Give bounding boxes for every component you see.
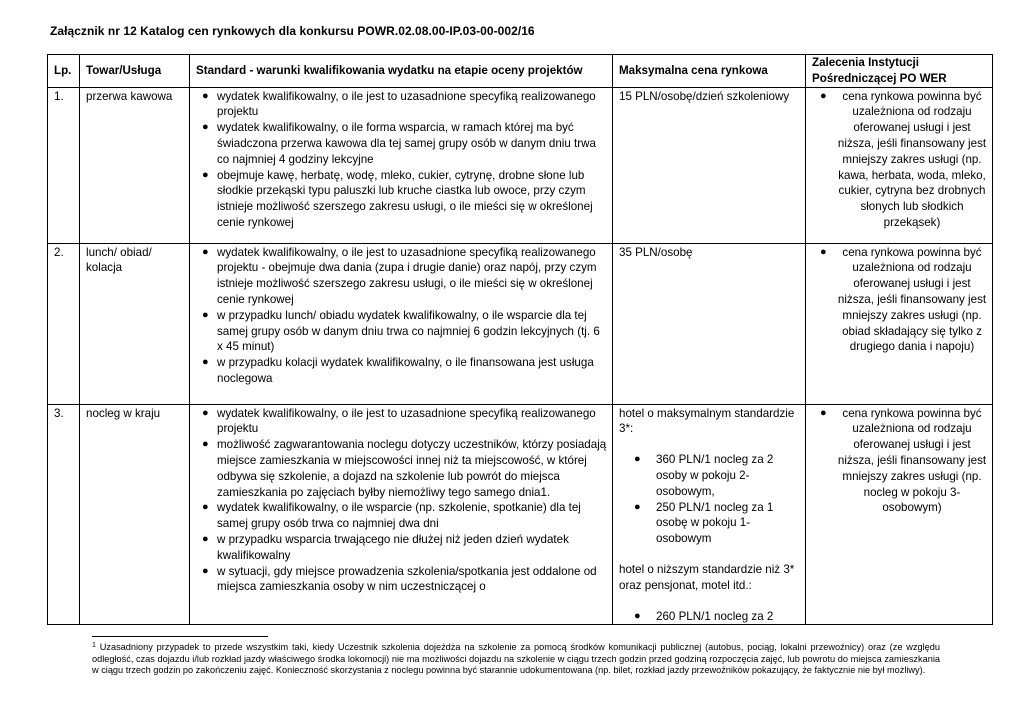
table-row	[48, 243, 993, 404]
list-item: ● w przypadku lunch/ obiadu wydatek kwalifikowalny, o ile wsparcie dla tej samej grupy osób w danym dniu trwa co najmniej 6 godzin lekcyjnych (tj. 6 x 45 minut)	[202, 308, 600, 354]
bullet-icon: ●	[202, 308, 209, 321]
cell-max-cena: 15 PLN/osobę/dzień szkoleniowy	[613, 87, 806, 243]
cell-lp: 1.	[48, 87, 80, 243]
footnote-separator	[92, 636, 268, 637]
cell-towar: przerwa kawowa	[80, 87, 190, 243]
bullet-icon: ●	[202, 168, 209, 181]
document-title: Załącznik nr 12 Katalog cen rynkowych dla konkursu POWR.02.08.00-IP.03-00-002/16	[50, 24, 535, 38]
bullet-icon: ●	[634, 453, 641, 466]
header-standard: Standard - warunki kwalifikowania wydatku na etapie oceny projektów	[190, 55, 613, 88]
list-item: ● wydatek kwalifikowalny, o ile jest to uzasadnione specyfiką realizowanego projektu	[202, 89, 596, 119]
list-item: ● wydatek kwalifikowalny, o ile wsparcie (np. szkolenie, spotkanie) dla tej samej grupy osób trwa co najmniej dwa dni	[202, 501, 581, 531]
bullet-icon: ●	[202, 121, 209, 134]
table-header-row	[48, 55, 993, 88]
max-cena-intro2: hotel o niższym standardzie niż 3* oraz pensjonat, motel itd.:	[619, 562, 795, 592]
bullet-icon: ●	[202, 532, 209, 545]
bullet-icon: ●	[202, 501, 209, 514]
bullet-icon: ●	[634, 500, 641, 513]
list-item: ● możliwość zagwarantowania noclegu dotyczy uczestników, którzy posiadają miejsce zamieszkania w miejscowości innej niż ta miejscowość, w której odbywa się szkolenie, a dojazd na szkolenie lub powrót do miejsca zamieszkania po zajęciach byłby niemożliwy tego samego dnia1.	[202, 438, 607, 499]
header-towar: Towar/Usługa	[80, 55, 190, 88]
price-catalog-table	[47, 54, 993, 625]
bullet-icon: ●	[820, 406, 827, 419]
bullet-icon: ●	[202, 356, 209, 369]
header-zalecenia: Zalecenia Instytucji Pośredniczącej PO WER	[806, 55, 993, 88]
cell-zalecenia: ● cena rynkowa powinna być uzależniona od rodzaju oferowanej usługi i jest niższa, jeśli finansowany jest mniejszy zakres usługi (np. kawa, herbata, woda, mleko, cukier, cytryna bez drobnych słonych lub słodkich przekąsek)	[806, 87, 993, 243]
bullet-icon: ●	[202, 89, 209, 102]
cell-zalecenia: ● cena rynkowa powinna być uzależniona od rodzaju oferowanej usługi i jest niższa, jeśli finansowany jest mniejszy zakres usługi (np. nocleg w pokoju 3-osobowym)	[806, 404, 993, 625]
footnote-number: 1	[92, 642, 96, 649]
list-item: ● w sytuacji, gdy miejsce prowadzenia szkolenia/spotkania jest oddalone od miejsca zamieszkania osoby w nim uczestniczącej o	[202, 564, 597, 594]
cell-standard	[190, 87, 613, 243]
header-max-cena: Maksymalna cena rynkowa	[613, 55, 806, 88]
cell-towar: lunch/ obiad/ kolacja	[80, 243, 190, 404]
header-lp: Lp.	[48, 55, 80, 88]
bullet-icon: ●	[202, 438, 209, 451]
list-item: ● 260 PLN/1 nocleg za 2	[634, 609, 774, 623]
cell-standard	[190, 243, 613, 404]
cell-max-cena	[613, 404, 806, 625]
list-item: ● w przypadku wsparcia trwającego nie dłużej niż jeden dzień wydatek kwalifikowalny	[202, 532, 569, 562]
cell-lp: 2.	[48, 243, 80, 404]
cell-max-cena: 35 PLN/osobę	[613, 243, 806, 404]
list-item: ● wydatek kwalifikowalny, o ile jest to uzasadnione specyfiką realizowanego projektu - obejmuje dwa dania (zupa i drugie danie) oraz napój, przy czym istnieje możliwość szerszego zakresu usługi, o ile mieści się w określonej cenie rynkowej	[202, 245, 597, 306]
list-item: ● 360 PLN/1 nocleg za 2 osoby w pokoju 2- osobowym,	[634, 453, 774, 498]
list-item: ● 250 PLN/1 nocleg za 1 osobę w pokoju 1-osobowym	[634, 500, 774, 546]
table-row	[48, 404, 993, 625]
list-item: ● w przypadku kolacji wydatek kwalifikowalny, o ile finansowana jest usługa noclegowa	[202, 356, 594, 385]
bullet-icon: ●	[202, 245, 209, 258]
list-item: ● wydatek kwalifikowalny, o ile jest to uzasadnione specyfiką realizowanego projektu	[202, 406, 596, 436]
cell-lp: 3.	[48, 404, 80, 625]
bullet-icon: ●	[202, 406, 209, 419]
bullet-icon: ●	[634, 609, 641, 622]
bullet-icon: ●	[820, 245, 827, 258]
bullet-icon: ●	[202, 564, 209, 577]
list-item: ● obejmuje kawę, herbatę, wodę, mleko, cukier, cytrynę, drobne słone lub słodkie przekąski typu paluszki lub kruche ciastka lub owoce, przy czym istnieje możliwość szerszego zakresu usługi, o ile mieści się w określonej cenie rynkowej	[202, 168, 593, 229]
max-cena-intro: hotel o maksymalnym standardzie 3*:	[619, 406, 795, 436]
cell-standard	[190, 404, 613, 625]
list-item: ● wydatek kwalifikowalny, o ile forma wsparcia, w ramach której ma być świadczona przerwa kawowa dla tej samej grupy osób w danym dniu trwa co najmniej 4 godziny lekcyjne	[202, 121, 596, 166]
cell-towar: nocleg w kraju	[80, 404, 190, 625]
table-row	[48, 87, 993, 243]
cell-zalecenia: ● cena rynkowa powinna być uzależniona od rodzaju oferowanej usługi i jest niższa, jeśli finansowany jest mniejszy zakres usługi (np. obiad składający się tylko z drugiego dania i napoju)	[806, 243, 993, 404]
footnote-text: Uzasadniony przypadek to przede wszystkim taki, kiedy Uczestnik szkolenia dojeżdża na szkolenie za pomocą środków komunikacji publicznej (autobus, pociąg, lokalni przewoźnicy) oraz (ze względu odległość, czas dojazdu i/lub rozkład jazdy właściwego środka lokomocji) nie ma możliwości dojazdu na szkolenie w ciągu trzech godzin przed godziną rozpoczęcia zajęć, lub powrotu do miejsca zamieszkania w ciągu trzech godzin po zakończeniu zajęć. Konieczność skorzystania z noclegu powinna być starannie udokumentowana (np. bilet, rozkład jazdy przewoźników pokazujący, że faktycznie nie był możliwy).	[92, 642, 940, 676]
bullet-icon: ●	[820, 89, 827, 102]
footnote	[92, 640, 940, 677]
